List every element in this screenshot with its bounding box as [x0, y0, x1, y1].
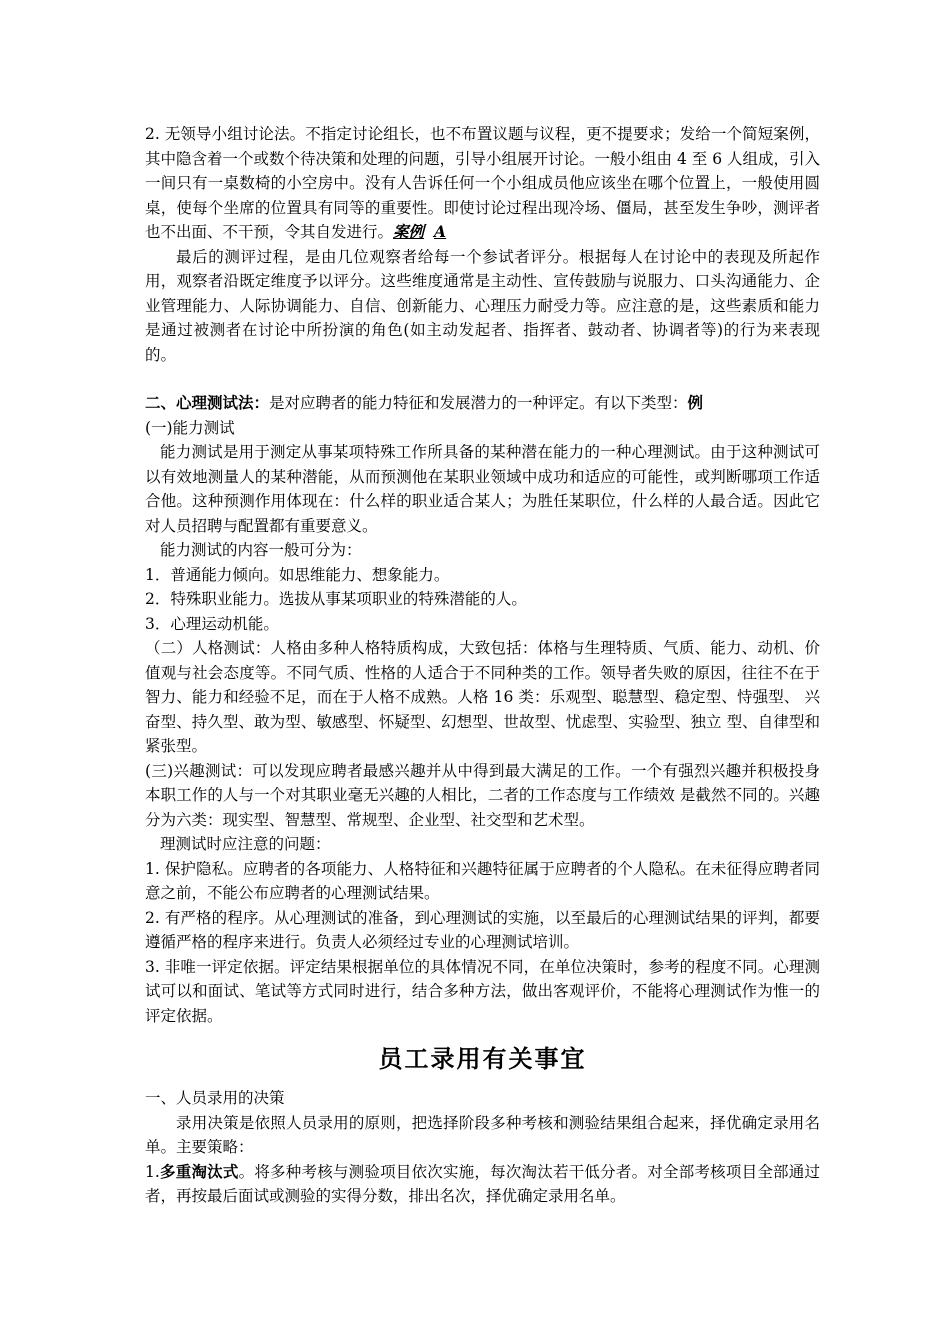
strategy-item: [145, 1160, 820, 1209]
decision-heading: 一、人员录用的决策: [145, 1089, 285, 1107]
strategy-number: 1.: [145, 1162, 160, 1181]
list-item: 2．特殊职业能力。选拔从事某项职业的特殊潜能的人。: [145, 590, 527, 608]
strategy-name: 多重淘汰式: [159, 1161, 239, 1181]
section-psych-test: [145, 391, 820, 416]
list-item: 3．心理运动机能。: [145, 614, 279, 633]
paragraph-interest: (三)兴趣测试：可以发现应聘者最感兴趣并从中得到最大满足的工作。一个有强烈兴趣并积极投身本职工作的人与一个对其职业毫无兴趣的人相比，二者的工作态度与工作绩效 是截然不同的。兴趣分为六类：现实型、智慧型、常规型、企业型、社交型和艺术型。: [145, 761, 820, 829]
list-item: 1．普通能力倾向。如思维能力、想象能力。: [145, 565, 450, 584]
strategy-text: 。将多种考核与测验项目依次实施，每次淘汰若干低分者。对全部考核项目全部通过者，再按最后面试或测验的实得分数，排出名次，择优确定录用名单。: [145, 1162, 820, 1205]
list-item: 1. 保护隐私。应聘者的各项能力、人格特征和兴趣特征属于应聘者的个人隐私。在未征得应聘者同意之前，不能公布应聘者的心理测试结果。: [145, 859, 820, 902]
paragraph-leaderless-discussion: [145, 122, 820, 245]
paragraph-evaluation: 最后的测评过程，是由几位观察者给每一个参试者评分。根据每人在讨论中的表现及所起作用，观察者沿既定维度予以评分。这些维度通常是主动性、宣传鼓励与说服力、口头沟通能力、企业管理能力、人际协调能力、自信、创新能力、心理压力耐受力等。应注意的是，这些素质和能力是通过被测者在讨论中所扮演的角色(如主动发起者、指挥者、鼓动者、协调者等)的行为来表现的。: [145, 247, 820, 364]
document-page: [145, 122, 820, 1209]
example-link[interactable]: 例: [687, 393, 704, 412]
notes-intro: 理测试时应注意的问题：: [160, 835, 331, 853]
list-item: 2. 有严格的程序。从心理测试的准备，到心理测试的实施，以至最后的心理测试结果的评判，都要遵循严格的程序来进行。负责人必须经过专业的心理测试培训。: [145, 908, 820, 951]
section-intro: 是对应聘者的能力特征和发展潜力的一种评定。有以下类型：: [269, 394, 688, 412]
paragraph-personality: （二）人格测试：人格由多种人格特质构成，大致包括：体格与生理特质、气质、能力、动机、价值观与社会态度等。不同气质、性格的人适合于不同种类的工作。领导者失败的原因，往往不在于智力、能力和经验不足，而在于人格不成熟。人格 16 类：乐观型、聪慧型、稳定型、恃强型、 兴奋型、持久型、敢为型、敏感型、怀疑型、幻想型、世故型、忧虑型、实验型、独立 型、自律型和紧张型。: [145, 639, 820, 755]
subheading-ability: (一)能力测试: [145, 418, 235, 437]
case-link[interactable]: 案例: [393, 222, 425, 241]
paragraph-text: 2. 无领导小组讨论法。不指定讨论组长，也不布置议题与议程，更不提要求；发给一个简短案例，其中隐含着一个或数个待决策和处理的问题，引导小组展开讨论。一般小组由 4 至 6 人组成，引入一间只有一桌数椅的小空房中。没有人告诉任何一个小组成员他应该坐在哪个位置上，一般使用圆桌，使每个坐席的位置具有同等的重要性。即使讨论过程出现冷场、僵局，甚至发生争吵，测评者也不出面、不干预，令其自发进行。: [145, 125, 820, 241]
section-heading: 二、心理测试法：: [145, 393, 270, 412]
section-title: 员工录用有关事宜: [378, 1045, 587, 1073]
paragraph-decision: 录用决策是依照人员录用的原则，把选择阶段多种考核和测验结果组合起来，择优确定录用名单。主要策略：: [145, 1113, 820, 1156]
ability-intro: 能力测试的内容一般可分为：: [160, 541, 362, 559]
spacer: [145, 367, 820, 391]
case-letter-link[interactable]: A: [434, 222, 447, 241]
paragraph-ability: 能力测试是用于测定从事某项特殊工作所具备的某种潜在能力的一种心理测试。由于这种测试可以有效地测量人的某种潜能，从而预测他在某职业领域中成功和适应的可能性，或判断哪项工作适合他。这种预测作用体现在：什么样的职业适合某人；为胜任某职位，什么样的人最合适。因此它对人员招聘与配置都有重要意义。: [145, 443, 820, 535]
list-item: 3. 非唯一评定依据。评定结果根据单位的具体情况不同，在单位决策时，参考的程度不同。心理测试可以和面试、笔试等方式同时进行，结合多种方法，做出客观评价，不能将心理测试作为惟一的评定依据。: [145, 957, 820, 1025]
